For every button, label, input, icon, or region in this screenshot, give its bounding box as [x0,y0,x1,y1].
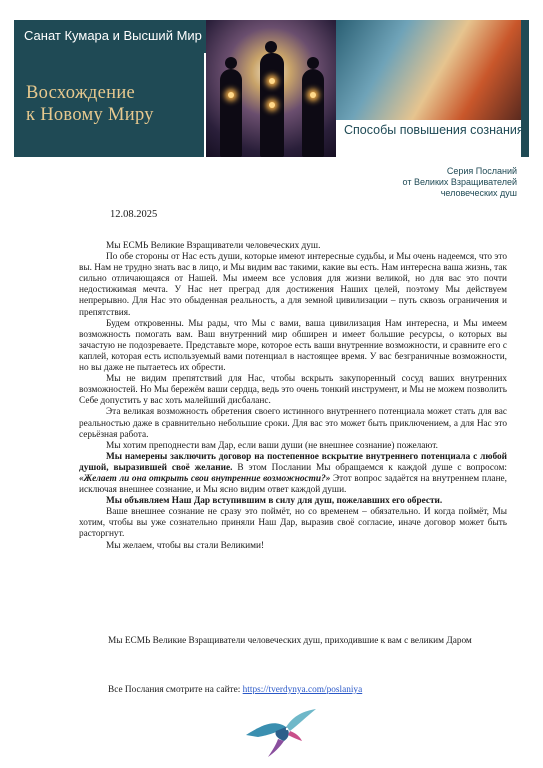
hero-glow-1 [228,92,234,98]
hero-figure-right [302,69,324,157]
title-line-1: Восхождение [26,83,136,103]
hummingbird-logo [240,705,320,760]
banner-hero-image [206,20,336,157]
question-quote: «Желает ли она открыть свои внутренние возможности?» [79,473,331,484]
series-caption [403,166,517,199]
series-line-3: человеческих душ [440,188,517,198]
body-paragraph-8: Ваше внешнее сознание не сразу это поймёт, но со временем – обязательно. И когда поймёт, Мы хотим, чтобы вы уже сознательно приняли Наш Дар, выразив своё согласие, иначе договор может быть расторгнут. [79,507,507,540]
body-paragraph-2: Будем откровенны. Мы рады, что Мы с вами, ваша цивилизация Нам интересна, и Мы имеем возможность помогать вам. Ваш внутренний мир обширен и имеет большие ресурсы, о которых вы зачастую не подозреваете. Представьте море, которое есть ваши внутренние возможности, и сравните его с каплей, которая есть используемый вами потенциал в настоящее время. У вас безграничные возможности, но вы даже не пытаетесь их обрести. [79,318,507,374]
title-line-2: к Новому Миру [26,105,154,125]
body-paragraph-3: Мы не видим препятствий для Нас, чтобы вскрыть закупоренный сосуд ваших внутренних возможностей. Но Мы бережём ваши сердца, ведь это очень тонкий инструмент, и Мы не можем позволить Себе допустить у вас хоть малейший дисбаланс. [79,374,507,407]
message-body [79,241,507,552]
body-paragraph-4: Эта великая возможность обретения своего истинного внутреннего потенциала может стать для вас реальностью даже в сравнительно небольшие сроки. Для вас это может быть приключением, а для Нас это серьёзная работа. [79,407,507,440]
body-paragraph-5: Мы хотим преподнести вам Дар, если ваши души (не внешнее сознание) пожелают. [106,440,438,451]
body-paragraph-9: Мы желаем, чтобы вы стали Великими! [106,540,265,551]
footer-site-line [108,685,362,695]
hero-glow-4 [310,92,316,98]
header-banner [14,20,529,157]
banner-sky-image [336,20,521,120]
site-link[interactable]: https://tverdynya.com/poslaniya [242,685,363,695]
page-title [26,82,154,126]
contract-statement: Мы намерены заключить договор на постепенное вскрытие внутреннего потенциала с любой душой, выразившей своё желание. [79,451,507,473]
brand-title: Санат Кумара и Высший Мир [24,28,202,43]
closing-signature: Мы ЕСМЬ Великие Взращиватели человеческих душ, приходившие к вам с великим Даром [108,636,472,646]
series-line-2: от Великих Взращивателей [402,177,517,187]
hero-glow-3 [269,102,275,108]
message-date: 12.08.2025 [110,209,158,220]
body-paragraph-7: Мы объявляем Наш Дар вступившим в силу для душ, пожелавших его обрести. [106,496,443,507]
series-line-1: Серия Посланий [446,166,517,176]
contract-end: Этот вопрос задаётся на внутреннем плане, исключая внешнее сознание, и Мы ясно видим ответ каждой души. [79,473,507,496]
body-intro: Мы ЕСМЬ Великие Взращиватели человеческих душ. [106,241,321,251]
body-paragraph-1: По обе стороны от Нас есть души, которые имеют интересные судьбы, и Мы очень надеемся, что это вы. Нам не трудно знать вас в лицо, и Мы видим вас такими, какие вы есть. Нам интересна ваша жизнь, так сильно отличающаяся от Нашей. Мы имеем все условия для жизни великой, но для вас это почти недостижимая мечта. У Нас нет преград для достижения Наших целей, поэтому Мы действуем непрерывно. Для Нас это обыденная реальность, а для земной цивилизации – путь сквозь ограничения и препятствия. [79,252,507,318]
footer-prefix: Все Послания смотрите на сайте: [108,685,241,695]
body-paragraph-6 [79,452,507,496]
contract-continuation: В этом Послании Мы обращаемся к каждой душе с вопросом: [232,462,507,473]
hero-figure-left [220,69,242,157]
hero-glow-2 [269,78,275,84]
banner-subtitle: Способы повышения сознания [344,123,524,137]
